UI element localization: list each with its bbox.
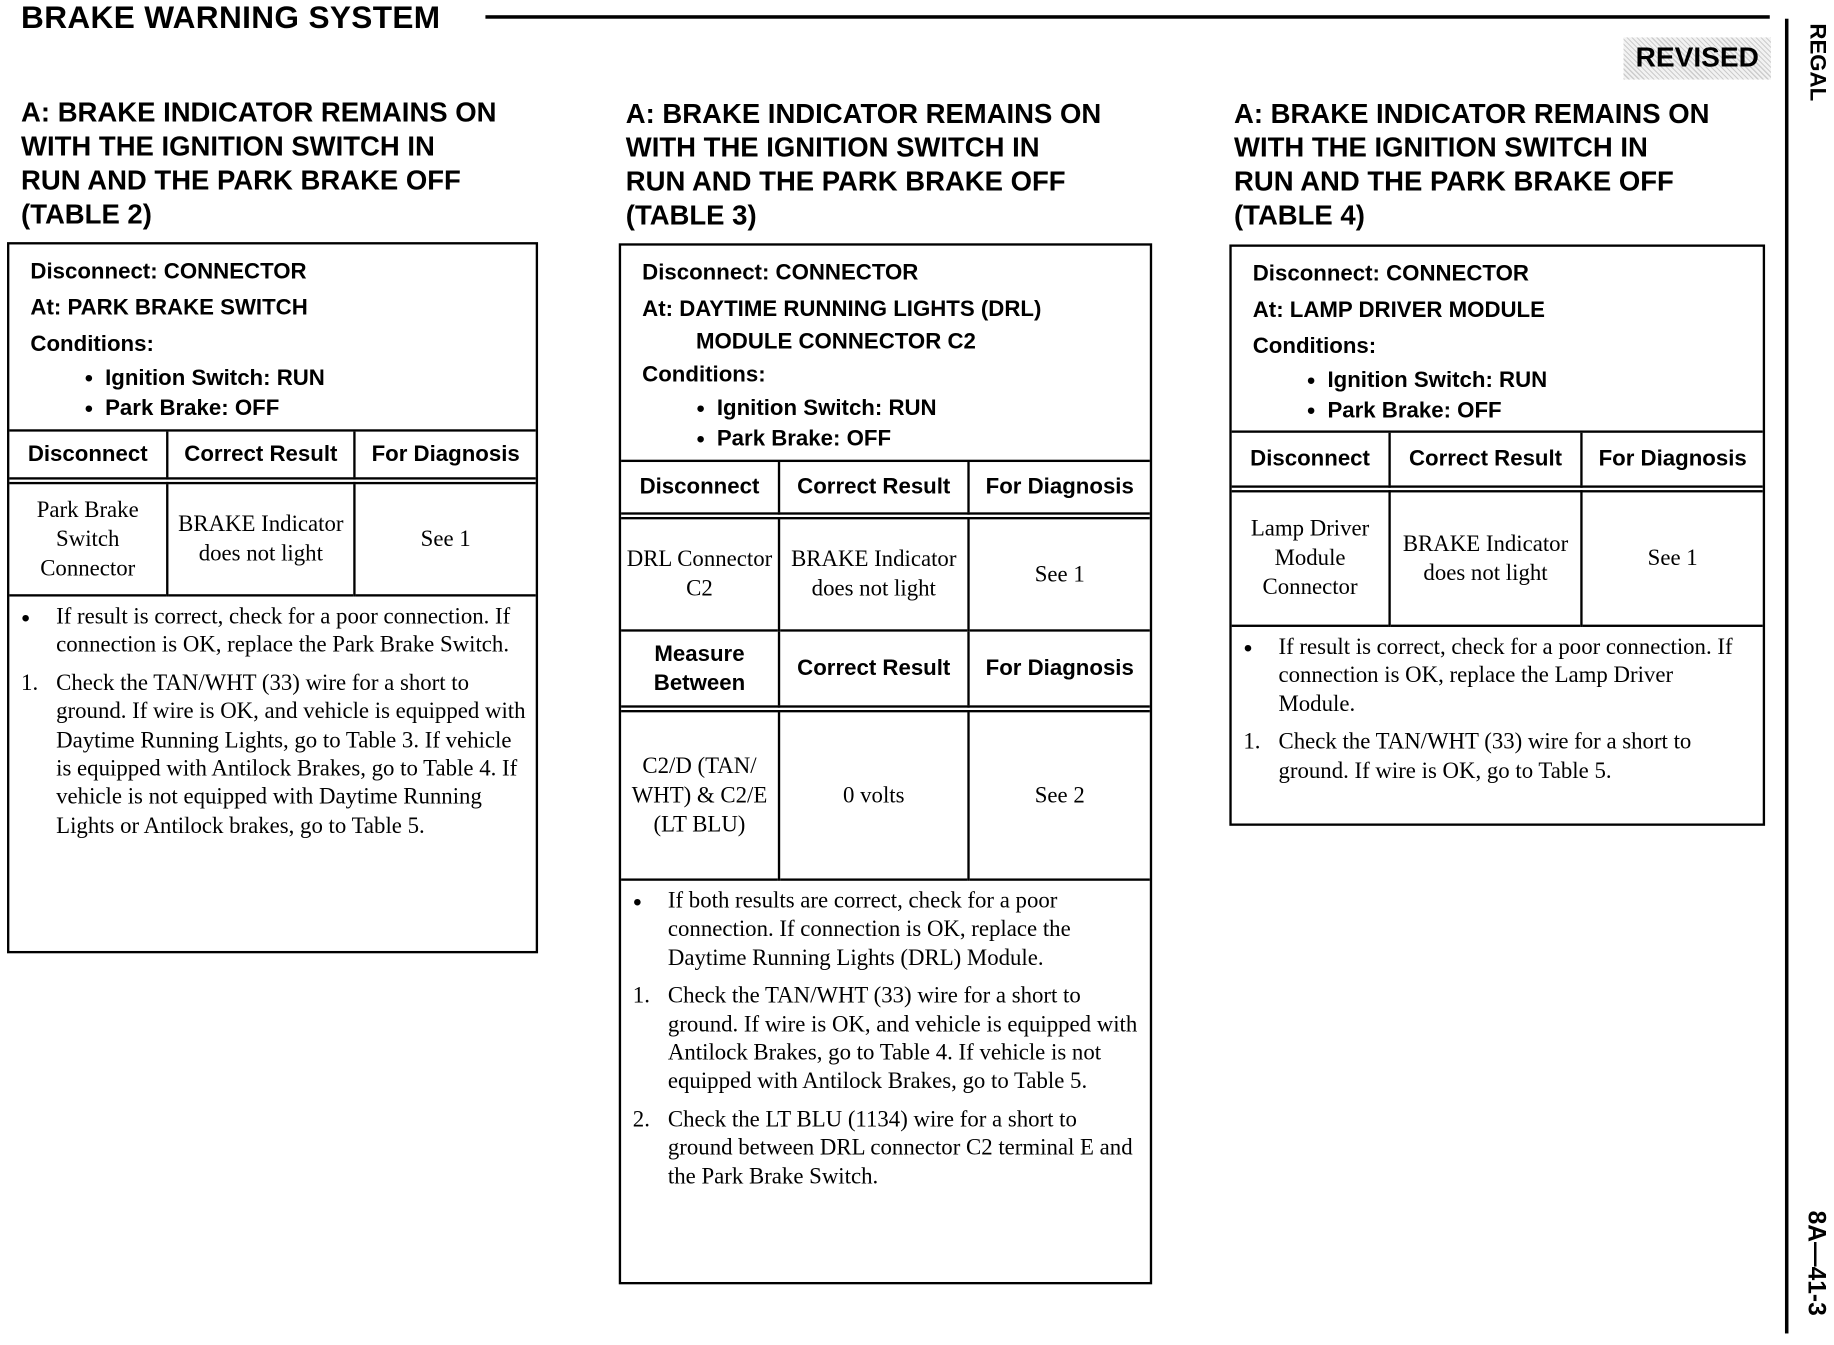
section-heading [21,164,496,198]
diagnostic-notes [9,597,535,842]
note-item [21,604,526,661]
heading-line: RUN AND THE PARK BRAKE OFF [625,166,1066,197]
test-conditions [621,246,1150,462]
heading-line: WITH THE IGNITION SWITCH IN [21,131,435,162]
table-cell: See 1 [1034,562,1085,587]
condition-item: ● Park Brake: OFF [30,393,514,423]
conditions-label: Conditions: [642,362,766,388]
table-cell: See 1 [1647,546,1698,571]
column-header: For Diagnosis [371,442,520,467]
section-heading [1234,165,1709,199]
note-text: Check the TAN/WHT (33) wire for a short to ground. If wire is OK, and vehicle is equipped with Antilock Brakes, go to Table 4. If vehicle is not equipped with Antilock Brakes, go to Table 5. [667,983,1138,1095]
heading-line: WITH THE IGNITION SWITCH IN [1234,132,1648,163]
column-header: Disconnect [621,462,779,516]
column-header: Correct Result [1390,433,1582,489]
table-4-box [1229,244,1765,825]
table-cell: 0 volts [779,709,968,880]
table-4-heading [1234,97,1709,233]
heading-line: A: BRAKE INDICATOR REMAINS ON [1234,98,1710,129]
note-item [1243,634,1753,720]
table-cell: DRL Connector C2 [621,516,779,631]
revised-stamp: REVISED [1624,37,1771,79]
section-heading [21,130,496,164]
section-heading [626,97,1101,131]
section-heading [21,198,496,232]
disconnect-label: Disconnect: CONNECTOR [1252,262,1529,287]
test-conditions [9,244,535,431]
note-text: If result is correct, check for a poor connection. If connection is OK, replace the Park Brake Switch. [56,604,511,658]
column-header: Disconnect [1232,433,1390,489]
note-item [633,1106,1141,1192]
note-text: If both results are correct, check for a poor connection. If connection is OK, replace the Daytime Running Lights (DRL) Module. [667,888,1071,971]
location-label: MODULE CONNECTOR C2 [695,329,976,355]
table-2-heading [21,96,496,232]
table-header-row [9,432,535,481]
note-text: Check the TAN/WHT (33) wire for a short to ground. If wire is OK, go to Table 5. [1278,730,1692,784]
table-header-row [621,462,1150,516]
disconnect-label: Disconnect: CONNECTOR [30,259,307,285]
column-header: For Diagnosis [985,474,1134,500]
step-number: 1. [632,983,650,1009]
heading-line: (TABLE 4) [1234,200,1365,231]
diagnostic-notes [1232,627,1763,786]
step-number: 1. [21,671,39,696]
bullet-icon [21,604,56,661]
note-item [21,670,526,841]
table-header-row [1232,433,1763,489]
diagnosis-table [621,632,1150,881]
section-heading [1234,97,1709,131]
column-header: For Diagnosis [985,656,1134,681]
section-heading [21,96,496,130]
heading-line: RUN AND THE PARK BRAKE OFF [1234,166,1674,197]
column-header: Disconnect [9,432,167,481]
table-cell: Park Brake Switch Connector [9,481,167,596]
heading-line: A: BRAKE INDICATOR REMAINS ON [21,97,497,128]
table-row [1232,489,1763,626]
condition-item: ● Park Brake: OFF [642,423,1129,453]
table-cell: See 2 [1034,783,1085,808]
condition-item: ● Ignition Switch: RUN [642,393,1129,423]
table-cell: BRAKE Indicator does not light [167,481,354,596]
heading-line: (TABLE 3) [625,200,757,231]
column-header: Measure Between [621,632,779,709]
column-header: Correct Result [779,462,968,516]
column-header: Correct Result [779,632,968,709]
note-text: Check the TAN/WHT (33) wire for a short to ground. If wire is OK, and vehicle is equipped with Daytime Running Lights, go to Table 3. If vehicle is equipped with Antilock Brakes, go to Table 4. If vehicle is not equipped with Daytime Running Lights or Antilock brakes, go to Table 5. [56,671,526,839]
table-cell: C2/D (TAN/ WHT) & C2/E (LT BLU) [621,709,779,880]
side-rule [1785,19,1789,1334]
step-number: 1. [1243,730,1261,755]
table-cell: BRAKE Indicator does not light [779,516,968,631]
diagnosis-table [1232,433,1763,627]
condition-item: ● Ignition Switch: RUN [1253,365,1742,395]
note-item [633,888,1141,974]
table-cell: Lamp Driver Module Connector [1232,489,1390,626]
condition-item: ● Park Brake: OFF [1253,395,1742,425]
table-row [621,709,1150,880]
table-3-heading [626,97,1101,233]
heading-line: A: BRAKE INDICATOR REMAINS ON [625,98,1102,129]
section-heading [626,131,1101,165]
disconnect-label: Disconnect: CONNECTOR [642,260,919,286]
table-row [621,516,1150,631]
diagnosis-table [9,432,535,597]
column-header: Correct Result [167,432,354,481]
test-conditions [1232,247,1763,433]
diagnosis-table [621,462,1150,632]
note-text: If result is correct, check for a poor connection. If connection is OK, replace the Lamp Driver Module. [1278,635,1733,717]
table-header-row [621,632,1150,709]
note-item [1243,729,1753,786]
bullet-icon [633,888,668,974]
heading-line: RUN AND THE PARK BRAKE OFF [21,164,461,196]
section-heading [626,199,1101,233]
condition-item: ● Ignition Switch: RUN [30,363,514,393]
section-heading [1234,199,1709,233]
section-heading [626,165,1101,199]
note-item [633,983,1141,1097]
page-number: 8A—41-3 [1802,1210,1830,1316]
table-3-box [619,243,1152,1284]
header-rule [485,15,1769,19]
heading-line: WITH THE IGNITION SWITCH IN [625,132,1040,163]
step-number: 2. [632,1107,650,1133]
page-title: BRAKE WARNING SYSTEM [21,0,441,36]
conditions-label: Conditions: [30,332,154,357]
table-2-box [7,242,538,953]
table-cell: See 1 [420,526,471,552]
heading-line: (TABLE 2) [21,198,152,230]
diagnostic-notes [621,881,1150,1192]
note-text: Check the LT BLU (1134) wire for a short to ground between DRL connector C2 terminal E and the Park Brake Switch. [667,1107,1133,1190]
column-header: For Diagnosis [1598,446,1747,472]
table-row [9,481,535,596]
conditions-label: Conditions: [1252,334,1377,360]
section-heading [1234,131,1709,165]
bullet-icon [1243,634,1278,720]
table-cell: BRAKE Indicator does not light [1390,489,1582,626]
location-label: At: LAMP DRIVER MODULE [1252,298,1545,323]
location-label: At: PARK BRAKE SWITCH [30,295,308,321]
location-label: At: DAYTIME RUNNING LIGHTS (DRL) [642,297,1042,322]
side-model-label: REGAL [1804,23,1830,102]
